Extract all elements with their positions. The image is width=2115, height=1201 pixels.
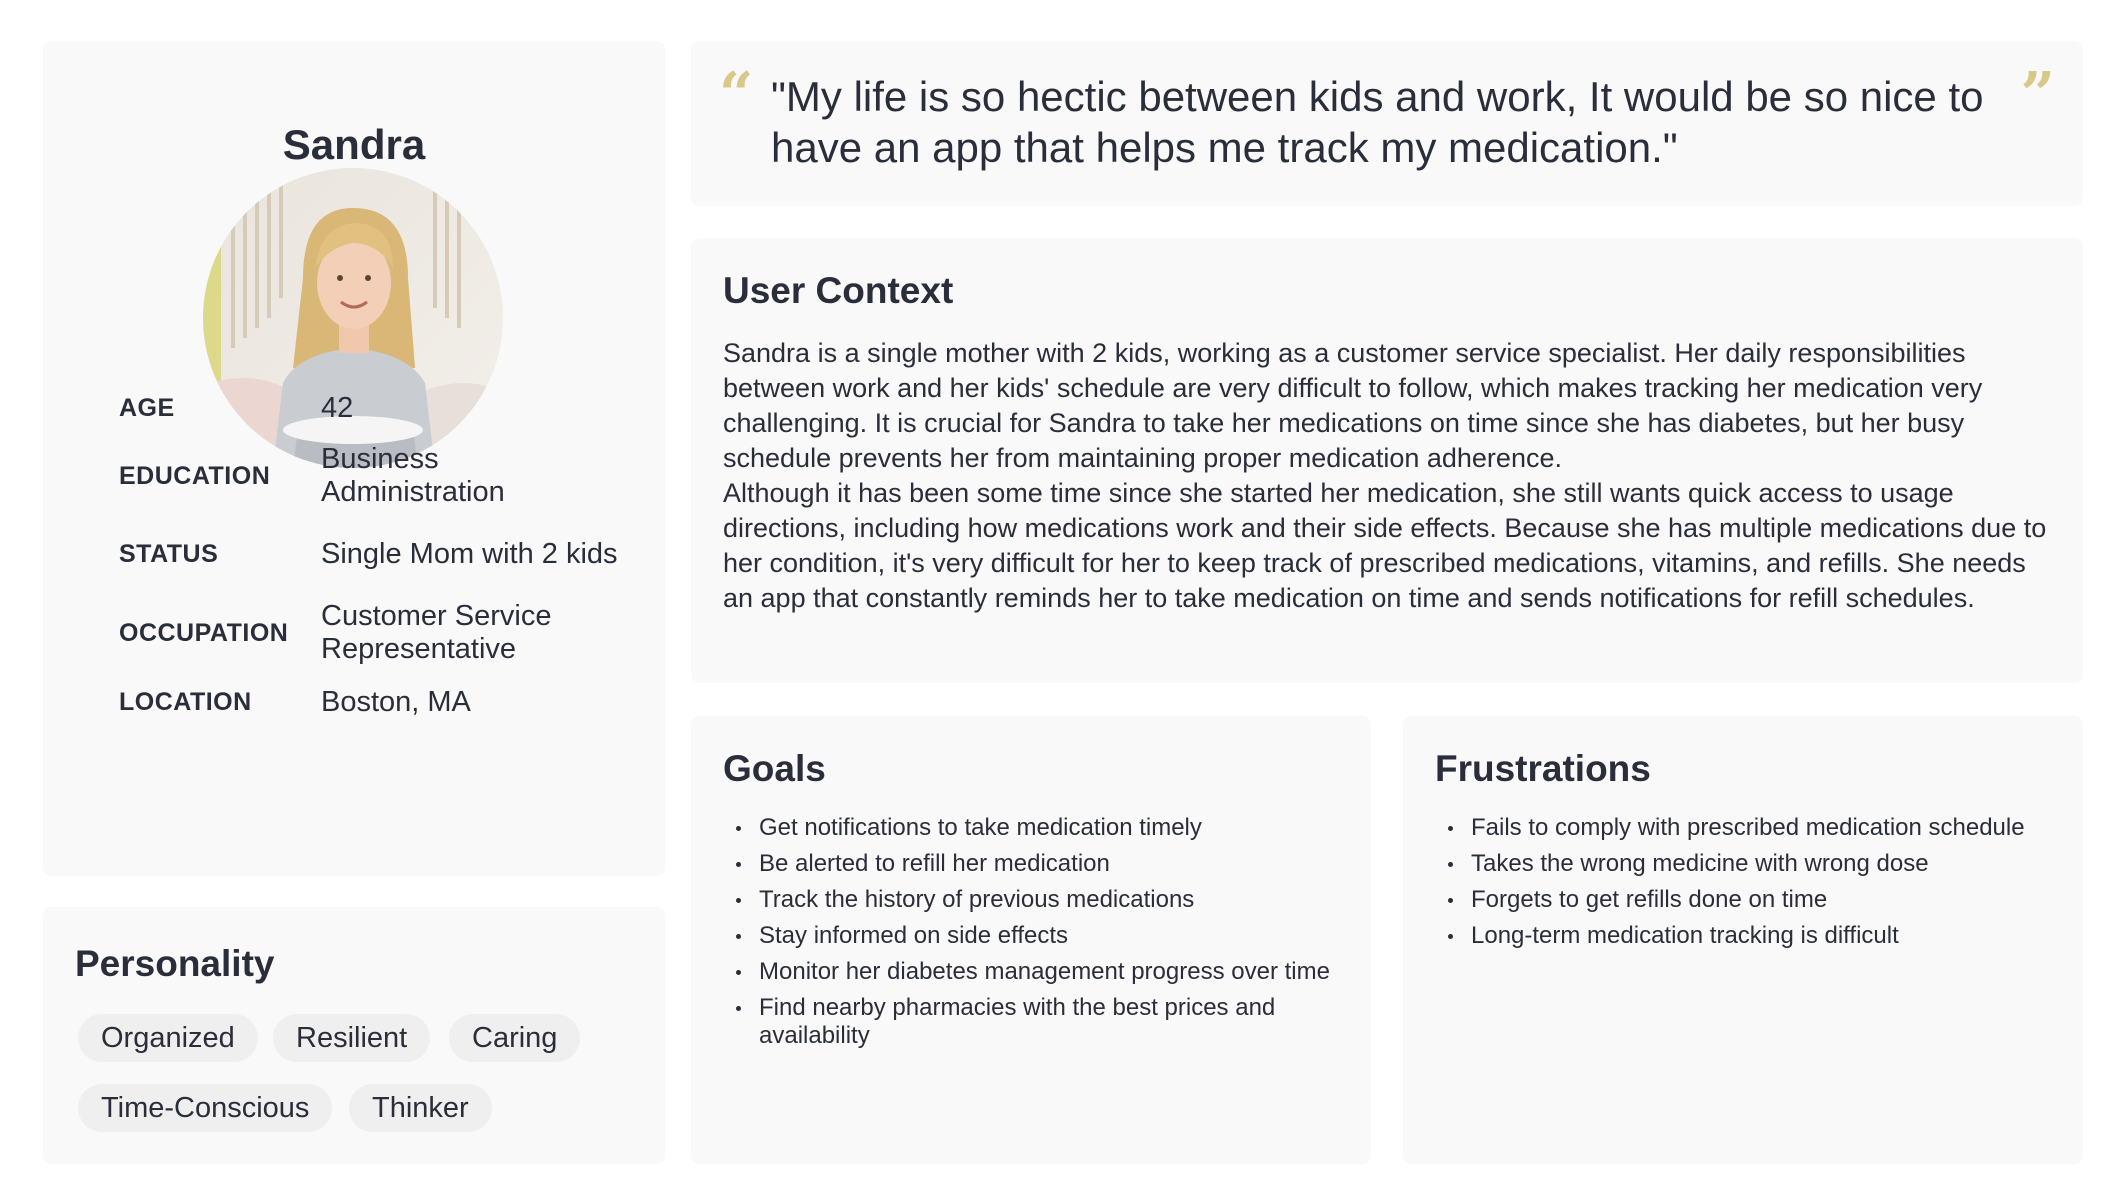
list-item: Get notifications to take medication timely xyxy=(723,814,1333,842)
age-label: AGE xyxy=(119,393,175,422)
info-row-education xyxy=(119,441,639,511)
personality-title: Personality xyxy=(75,943,275,984)
status-value: Single Mom with 2 kids xyxy=(321,537,618,570)
education-value: Business Administration xyxy=(321,443,505,508)
profile-card xyxy=(43,41,665,876)
trait-tag: Thinker xyxy=(349,1084,492,1132)
goals-title: Goals xyxy=(723,748,826,789)
list-item: Long-term medication tracking is difficult xyxy=(1435,922,2045,950)
context-paragraph: Although it has been some time since she started her medication, she still wants quick access to usage directions, including how medications work and their side effects. Because she has multiple medications due to her condition, it's very difficult for her to keep track of prescribed medications, vitamins, and refills. She needs an app that constantly reminds her to take medication on time and sends notifications for refill schedules. xyxy=(723,478,2047,613)
status-label: STATUS xyxy=(119,539,219,568)
education-label: EDUCATION xyxy=(119,461,271,490)
trait-tag: Resilient xyxy=(273,1014,430,1062)
list-item: Forgets to get refills done on time xyxy=(1435,886,2045,914)
info-row-location xyxy=(119,682,639,722)
personality-card xyxy=(43,907,665,1164)
frustrations-title: Frustrations xyxy=(1435,748,1651,789)
user-context-card xyxy=(691,238,2083,683)
user-context-body xyxy=(723,336,2063,616)
list-item: Fails to comply with prescribed medication schedule xyxy=(1435,814,2045,842)
context-paragraph: Sandra is a single mother with 2 kids, working as a customer service specialist. Her daily responsibilities between work and her kids' schedule are very difficult to follow, which makes tracking her medication very challenging. It is crucial for Sandra to take her medications on time since she has diabetes, but her busy schedule prevents her from maintaining proper medication adherence. xyxy=(723,338,1983,473)
user-context-title: User Context xyxy=(723,270,954,311)
info-row-status xyxy=(119,519,639,589)
open-quote-icon: “ xyxy=(719,60,754,130)
close-quote-icon: ” xyxy=(2020,60,2055,130)
age-value: 42 xyxy=(321,391,354,424)
goals-card xyxy=(691,716,1371,1164)
list-item: Stay informed on side effects xyxy=(723,922,1333,950)
location-value: Boston, MA xyxy=(321,685,471,718)
list-item: Track the history of previous medications xyxy=(723,886,1333,914)
quote-text: "My life is so hectic between kids and work, It would be so nice to have an app that helps me track my medication." xyxy=(771,73,1984,171)
frustrations-card xyxy=(1403,716,2083,1164)
trait-tag: Organized xyxy=(78,1014,258,1062)
persona-name: Sandra xyxy=(282,121,426,168)
info-row-occupation xyxy=(119,598,639,668)
location-label: LOCATION xyxy=(119,687,252,716)
list-item: Takes the wrong medicine with wrong dose xyxy=(1435,850,2045,878)
list-item: Monitor her diabetes management progress over time xyxy=(723,958,1333,986)
goals-list xyxy=(723,814,1333,1058)
quote-card xyxy=(691,41,2083,206)
occupation-value: Customer Service Representative xyxy=(321,600,552,665)
occupation-label: OCCUPATION xyxy=(119,618,289,647)
trait-tag: Caring xyxy=(449,1014,580,1062)
frustrations-list xyxy=(1435,814,2045,958)
trait-tag: Time-Conscious xyxy=(78,1084,332,1132)
list-item: Be alerted to refill her medication xyxy=(723,850,1333,878)
list-item: Find nearby pharmacies with the best prices and availability xyxy=(723,994,1333,1050)
info-row-age xyxy=(119,388,639,428)
